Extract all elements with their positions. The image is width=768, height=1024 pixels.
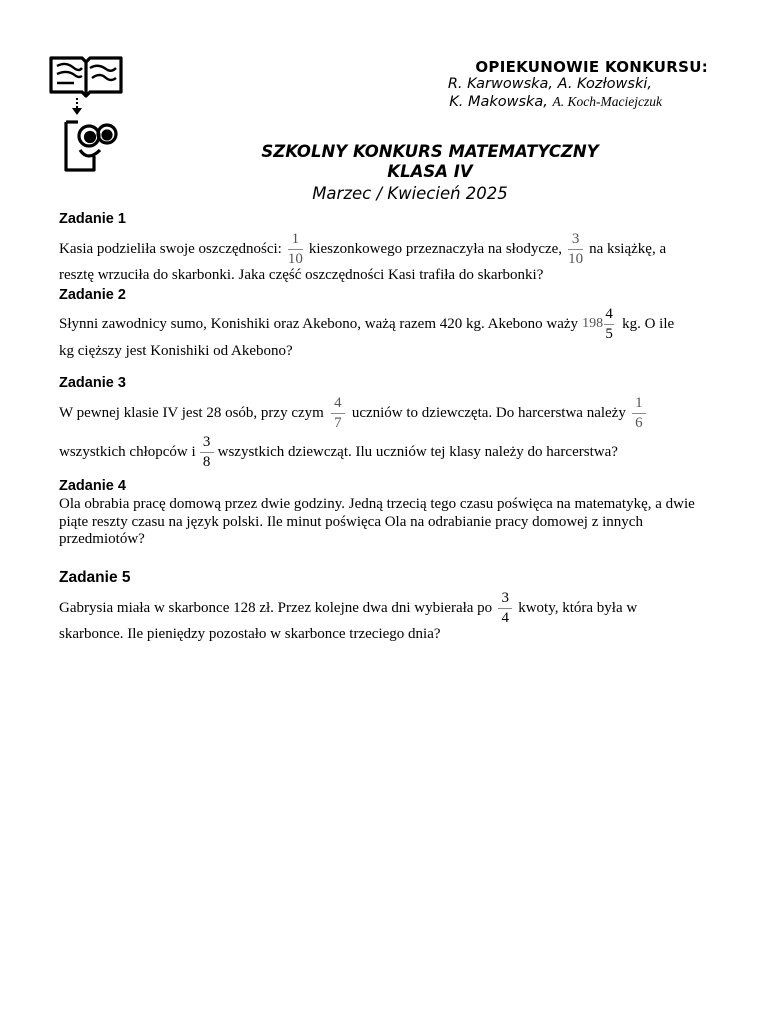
numerator: 3 xyxy=(202,434,211,450)
task-2-line-1 xyxy=(59,304,674,344)
task-3-fraction-2 xyxy=(632,395,646,431)
open-book-icon xyxy=(51,58,121,96)
denominator: 10 xyxy=(568,251,584,267)
task-1-heading: Zadanie 1 xyxy=(59,211,126,227)
task-5-fraction xyxy=(498,590,512,626)
task-3-fraction-3 xyxy=(200,434,214,470)
task-1-fraction-1 xyxy=(288,231,303,267)
numerator: 1 xyxy=(291,231,300,247)
task-3-text-b: uczniów to dziewczęta. Do harcerstwa należy xyxy=(351,405,626,421)
denominator: 4 xyxy=(501,610,509,626)
task-2-text-b: kg. O ile xyxy=(622,316,675,332)
denominator: 6 xyxy=(635,415,643,431)
task-4-line-1: Ola obrabia pracę domową przez dwie godziny. Jedną trzecią tego czasu poświęca na matematykę, a dwie xyxy=(59,496,695,512)
task-3-line-1 xyxy=(59,392,652,434)
numerator: 3 xyxy=(501,590,509,606)
task-5-text-a: Gabrysia miała w skarbonce 128 zł. Przez kolejne dwa dni wybierała po xyxy=(59,600,493,616)
task-2-line-2: kg cięższy jest Konishiki od Akebono? xyxy=(59,343,293,359)
task-4-line-3: przedmiotów? xyxy=(59,531,145,547)
task-1-line-2: resztę wrzuciła do skarbonki. Jaka część oszczędności Kasi trafiła do skarbonki? xyxy=(59,267,544,283)
arrow-down-icon xyxy=(72,98,82,115)
task-1-fraction-2 xyxy=(568,231,583,267)
patrons-line-1: R. Karwowska, A. Kozłowski, xyxy=(447,76,652,92)
contest-title: SZKOLNY KONKURS MATEMATYCZNY xyxy=(261,142,599,161)
numerator: 3 xyxy=(571,231,580,247)
task-5-heading: Zadanie 5 xyxy=(59,569,131,586)
task-2-heading: Zadanie 2 xyxy=(59,287,126,303)
patrons-line-2-a: K. Makowska, xyxy=(449,94,553,110)
task-1-text-b: kieszonkowego przeznaczyła na słodycze, xyxy=(308,241,563,257)
task-2-text-a: Słynni zawodnicy sumo, Konishiki oraz Akebono, ważą razem 420 kg. Akebono waży xyxy=(59,316,579,332)
denominator: 7 xyxy=(334,415,342,431)
numerator: 4 xyxy=(334,395,342,411)
task-3-text-d: wszystkich dziewcząt. Ilu uczniów tej klasy należy do harcerstwa? xyxy=(217,444,618,460)
task-4-heading: Zadanie 4 xyxy=(59,478,126,494)
numerator: 1 xyxy=(635,395,643,411)
task-5-line-1 xyxy=(59,587,637,629)
task-4-line-2: piąte reszty czasu na język polski. Ile minut poświęca Ola na odrabianie pracy domowej z innych xyxy=(59,514,643,530)
denominator: 10 xyxy=(287,251,303,267)
patrons-line-2-b: A. Koch-Maciejczuk xyxy=(552,94,662,109)
patrons-title: OPIEKUNOWIE KONKURSU: xyxy=(475,58,708,76)
task-5-line-2: skarbonce. Ile pieniędzy pozostało w skarbonce trzeciego dnia? xyxy=(59,626,441,642)
task-5-text-b: kwoty, która była w xyxy=(518,600,638,616)
patrons-line-2 xyxy=(449,94,662,111)
contest-class: KLASA IV xyxy=(387,162,473,181)
numerator: 4 xyxy=(605,306,613,322)
whole-part: 198 xyxy=(582,316,604,331)
denominator: 8 xyxy=(202,454,211,470)
owl-reader-icon xyxy=(66,122,116,170)
task-1-line-1 xyxy=(59,229,666,269)
denominator: 5 xyxy=(605,326,613,342)
task-3-fraction-1 xyxy=(331,395,345,431)
task-3-text-a: W pewnej klasie IV jest 28 osób, przy czym xyxy=(59,405,324,421)
contest-logo xyxy=(48,52,124,174)
task-3-heading: Zadanie 3 xyxy=(59,375,126,391)
task-3-line-2 xyxy=(59,431,618,473)
task-1-text-c: na książkę, a xyxy=(589,241,667,257)
task-3-text-c: wszystkich chłopców i xyxy=(59,444,196,460)
contest-date: Marzec / Kwiecień 2025 xyxy=(312,184,508,203)
task-2-mixed-number xyxy=(582,306,616,342)
fraction-part xyxy=(604,306,614,342)
task-1-text-a: Kasia podzieliła swoje oszczędności: xyxy=(59,241,282,257)
